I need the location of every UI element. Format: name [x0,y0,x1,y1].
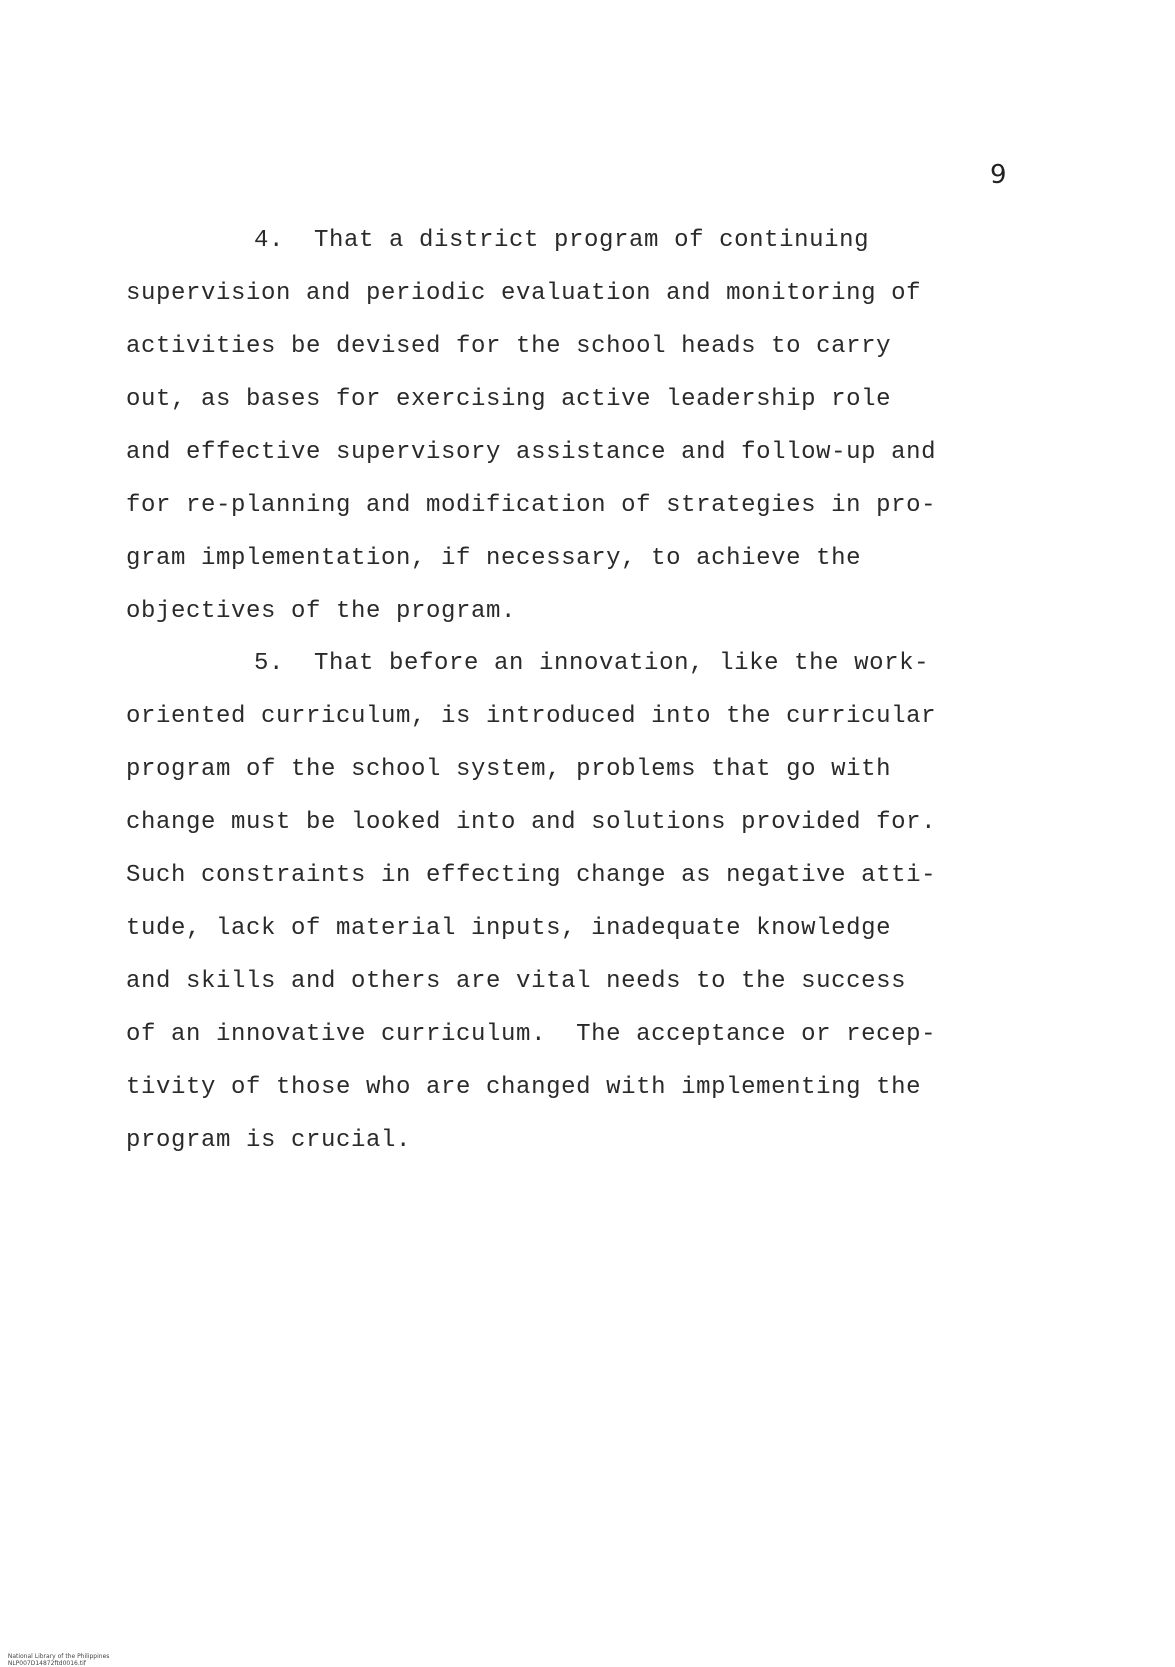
text-line: 5. That before an innovation, like the work- [254,650,930,677]
footer-library: National Library of the Philippines [7,1653,110,1660]
text-line: of an innovative curriculum. The acceptance or recep- [126,1021,937,1048]
footer-file: NLP007D14872ftd0016.tif [7,1660,86,1667]
text-line: 4. That a district program of continuing [254,227,870,254]
text-line: and effective supervisory assistance and follow-up and [126,439,937,466]
text-line: oriented curriculum, is introduced into the curricular [126,703,937,730]
text-line: tude, lack of material inputs, inadequate knowledge [126,915,892,942]
text-line: supervision and periodic evaluation and monitoring of [126,280,922,307]
text-line: objectives of the program. [126,598,517,625]
paragraph-4 [126,214,1006,638]
text-line: program is crucial. [126,1127,412,1154]
text-line: gram implementation, if necessary, to achieve the [126,545,862,572]
text-line: change must be looked into and solutions provided for. [126,809,937,836]
text-line: and skills and others are vital needs to the success [126,968,907,995]
paragraph-5 [126,637,1006,1167]
page-number: 9 [990,160,1007,190]
text-line: out, as bases for exercising active leadership role [126,386,892,413]
text-line: activities be devised for the school heads to carry [126,333,892,360]
text-line: for re-planning and modification of strategies in pro- [126,492,937,519]
text-line: program of the school system, problems that go with [126,756,892,783]
scan-footer [4,1646,125,1667]
text-line: Such constraints in effecting change as negative atti- [126,862,937,889]
text-line: tivity of those who are changed with implementing the [126,1074,922,1101]
